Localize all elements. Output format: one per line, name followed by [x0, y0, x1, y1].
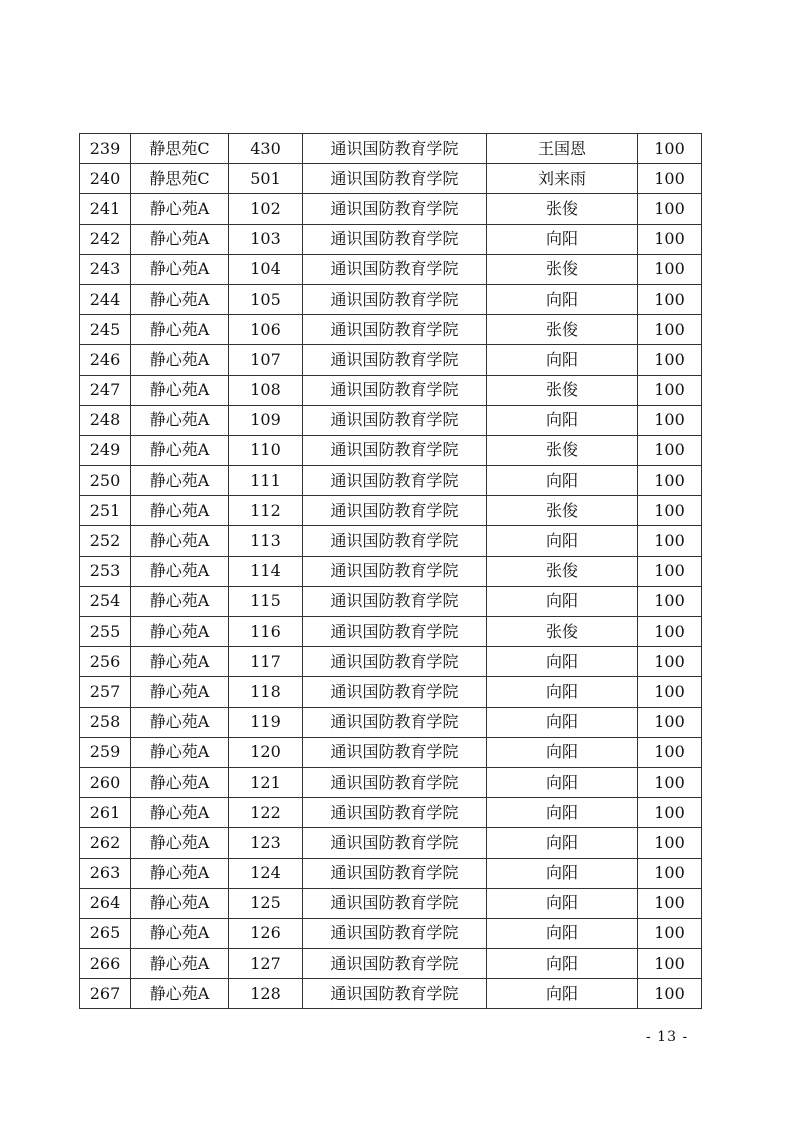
building-cell: 静心苑A: [131, 315, 229, 345]
room-number-cell: 117: [229, 647, 303, 677]
room-number-cell: 118: [229, 677, 303, 707]
table-row: [80, 466, 702, 496]
person-name-cell: 向阳: [487, 767, 638, 797]
building-cell: 静心苑A: [131, 918, 229, 948]
building-cell: 静心苑A: [131, 194, 229, 224]
person-name-cell: 王国恩: [487, 134, 638, 164]
score-cell: 100: [638, 435, 702, 465]
row-number-cell: 250: [80, 466, 131, 496]
room-number-cell: 104: [229, 254, 303, 284]
row-number-cell: 245: [80, 315, 131, 345]
person-name-cell: 向阳: [487, 405, 638, 435]
college-cell: 通识国防教育学院: [303, 767, 487, 797]
score-cell: 100: [638, 617, 702, 647]
row-number-cell: 261: [80, 798, 131, 828]
score-cell: 100: [638, 526, 702, 556]
building-cell: 静心苑A: [131, 707, 229, 737]
score-cell: 100: [638, 888, 702, 918]
building-cell: 静心苑A: [131, 526, 229, 556]
page-number: - 13 -: [646, 1029, 689, 1045]
person-name-cell: 向阳: [487, 586, 638, 616]
row-number-cell: 262: [80, 828, 131, 858]
college-cell: 通识国防教育学院: [303, 134, 487, 164]
person-name-cell: 张俊: [487, 556, 638, 586]
building-cell: 静心苑A: [131, 979, 229, 1009]
room-number-cell: 113: [229, 526, 303, 556]
college-cell: 通识国防教育学院: [303, 284, 487, 314]
table-row: [80, 526, 702, 556]
table-row: [80, 798, 702, 828]
room-number-cell: 108: [229, 375, 303, 405]
building-cell: 静心苑A: [131, 767, 229, 797]
row-number-cell: 251: [80, 496, 131, 526]
row-number-cell: 239: [80, 134, 131, 164]
score-cell: 100: [638, 586, 702, 616]
room-number-cell: 115: [229, 586, 303, 616]
table-row: [80, 647, 702, 677]
table-row: [80, 194, 702, 224]
college-cell: 通识国防教育学院: [303, 254, 487, 284]
score-cell: 100: [638, 828, 702, 858]
college-cell: 通识国防教育学院: [303, 858, 487, 888]
row-number-cell: 256: [80, 647, 131, 677]
row-number-cell: 263: [80, 858, 131, 888]
building-cell: 静心苑A: [131, 405, 229, 435]
building-cell: 静心苑A: [131, 828, 229, 858]
score-cell: 100: [638, 345, 702, 375]
person-name-cell: 张俊: [487, 617, 638, 647]
table-row: [80, 254, 702, 284]
score-cell: 100: [638, 647, 702, 677]
building-cell: 静心苑A: [131, 647, 229, 677]
row-number-cell: 249: [80, 435, 131, 465]
person-name-cell: 向阳: [487, 979, 638, 1009]
college-cell: 通识国防教育学院: [303, 617, 487, 647]
person-name-cell: 向阳: [487, 526, 638, 556]
room-number-cell: 501: [229, 164, 303, 194]
person-name-cell: 刘来雨: [487, 164, 638, 194]
person-name-cell: 向阳: [487, 466, 638, 496]
room-number-cell: 122: [229, 798, 303, 828]
person-name-cell: 向阳: [487, 284, 638, 314]
score-cell: 100: [638, 858, 702, 888]
row-number-cell: 241: [80, 194, 131, 224]
building-cell: 静心苑A: [131, 888, 229, 918]
score-cell: 100: [638, 798, 702, 828]
row-number-cell: 267: [80, 979, 131, 1009]
room-number-cell: 119: [229, 707, 303, 737]
row-number-cell: 265: [80, 918, 131, 948]
dormitory-record-table: [79, 133, 702, 1009]
room-number-cell: 128: [229, 979, 303, 1009]
score-cell: 100: [638, 707, 702, 737]
building-cell: 静心苑A: [131, 375, 229, 405]
room-number-cell: 126: [229, 918, 303, 948]
building-cell: 静思苑C: [131, 134, 229, 164]
room-number-cell: 102: [229, 194, 303, 224]
score-cell: 100: [638, 556, 702, 586]
score-cell: 100: [638, 315, 702, 345]
row-number-cell: 255: [80, 617, 131, 647]
room-number-cell: 111: [229, 466, 303, 496]
table-row: [80, 949, 702, 979]
college-cell: 通识国防教育学院: [303, 918, 487, 948]
table-row: [80, 435, 702, 465]
room-number-cell: 112: [229, 496, 303, 526]
college-cell: 通识国防教育学院: [303, 737, 487, 767]
person-name-cell: 向阳: [487, 888, 638, 918]
row-number-cell: 264: [80, 888, 131, 918]
score-cell: 100: [638, 918, 702, 948]
person-name-cell: 向阳: [487, 798, 638, 828]
person-name-cell: 张俊: [487, 254, 638, 284]
table-row: [80, 284, 702, 314]
college-cell: 通识国防教育学院: [303, 466, 487, 496]
row-number-cell: 258: [80, 707, 131, 737]
row-number-cell: 243: [80, 254, 131, 284]
building-cell: 静心苑A: [131, 556, 229, 586]
table-row: [80, 164, 702, 194]
row-number-cell: 246: [80, 345, 131, 375]
score-cell: 100: [638, 254, 702, 284]
building-cell: 静心苑A: [131, 496, 229, 526]
row-number-cell: 242: [80, 224, 131, 254]
score-cell: 100: [638, 979, 702, 1009]
college-cell: 通识国防教育学院: [303, 949, 487, 979]
person-name-cell: 向阳: [487, 949, 638, 979]
score-cell: 100: [638, 496, 702, 526]
table-row: [80, 586, 702, 616]
room-number-cell: 125: [229, 888, 303, 918]
building-cell: 静心苑A: [131, 345, 229, 375]
row-number-cell: 259: [80, 737, 131, 767]
college-cell: 通识国防教育学院: [303, 556, 487, 586]
room-number-cell: 103: [229, 224, 303, 254]
college-cell: 通识国防教育学院: [303, 828, 487, 858]
person-name-cell: 向阳: [487, 677, 638, 707]
row-number-cell: 252: [80, 526, 131, 556]
score-cell: 100: [638, 737, 702, 767]
table-row: [80, 737, 702, 767]
table-row: [80, 224, 702, 254]
person-name-cell: 张俊: [487, 194, 638, 224]
table-row: [80, 496, 702, 526]
college-cell: 通识国防教育学院: [303, 888, 487, 918]
table-row: [80, 315, 702, 345]
room-number-cell: 107: [229, 345, 303, 375]
college-cell: 通识国防教育学院: [303, 647, 487, 677]
building-cell: 静心苑A: [131, 737, 229, 767]
table-row: [80, 918, 702, 948]
college-cell: 通识国防教育学院: [303, 435, 487, 465]
college-cell: 通识国防教育学院: [303, 677, 487, 707]
building-cell: 静心苑A: [131, 858, 229, 888]
record-table-body: [80, 134, 702, 1009]
table-row: [80, 677, 702, 707]
table-row: [80, 345, 702, 375]
college-cell: 通识国防教育学院: [303, 405, 487, 435]
row-number-cell: 257: [80, 677, 131, 707]
building-cell: 静思苑C: [131, 164, 229, 194]
college-cell: 通识国防教育学院: [303, 345, 487, 375]
table-row: [80, 134, 702, 164]
row-number-cell: 244: [80, 284, 131, 314]
room-number-cell: 121: [229, 767, 303, 797]
room-number-cell: 123: [229, 828, 303, 858]
college-cell: 通识国防教育学院: [303, 526, 487, 556]
person-name-cell: 向阳: [487, 918, 638, 948]
table-row: [80, 979, 702, 1009]
table-row: [80, 375, 702, 405]
person-name-cell: 张俊: [487, 375, 638, 405]
building-cell: 静心苑A: [131, 435, 229, 465]
table-row: [80, 617, 702, 647]
person-name-cell: 向阳: [487, 707, 638, 737]
person-name-cell: 张俊: [487, 435, 638, 465]
person-name-cell: 向阳: [487, 737, 638, 767]
building-cell: 静心苑A: [131, 254, 229, 284]
score-cell: 100: [638, 224, 702, 254]
row-number-cell: 240: [80, 164, 131, 194]
row-number-cell: 253: [80, 556, 131, 586]
person-name-cell: 向阳: [487, 224, 638, 254]
score-cell: 100: [638, 677, 702, 707]
building-cell: 静心苑A: [131, 798, 229, 828]
person-name-cell: 张俊: [487, 315, 638, 345]
college-cell: 通识国防教育学院: [303, 315, 487, 345]
college-cell: 通识国防教育学院: [303, 979, 487, 1009]
table-row: [80, 828, 702, 858]
room-number-cell: 110: [229, 435, 303, 465]
score-cell: 100: [638, 375, 702, 405]
person-name-cell: 向阳: [487, 345, 638, 375]
building-cell: 静心苑A: [131, 677, 229, 707]
score-cell: 100: [638, 405, 702, 435]
person-name-cell: 向阳: [487, 828, 638, 858]
person-name-cell: 张俊: [487, 496, 638, 526]
table-row: [80, 767, 702, 797]
college-cell: 通识国防教育学院: [303, 194, 487, 224]
college-cell: 通识国防教育学院: [303, 707, 487, 737]
room-number-cell: 127: [229, 949, 303, 979]
row-number-cell: 254: [80, 586, 131, 616]
row-number-cell: 266: [80, 949, 131, 979]
building-cell: 静心苑A: [131, 224, 229, 254]
college-cell: 通识国防教育学院: [303, 164, 487, 194]
room-number-cell: 109: [229, 405, 303, 435]
table-row: [80, 556, 702, 586]
room-number-cell: 120: [229, 737, 303, 767]
table-row: [80, 707, 702, 737]
row-number-cell: 247: [80, 375, 131, 405]
building-cell: 静心苑A: [131, 949, 229, 979]
college-cell: 通识国防教育学院: [303, 496, 487, 526]
row-number-cell: 260: [80, 767, 131, 797]
building-cell: 静心苑A: [131, 284, 229, 314]
college-cell: 通识国防教育学院: [303, 375, 487, 405]
room-number-cell: 116: [229, 617, 303, 647]
table-row: [80, 888, 702, 918]
building-cell: 静心苑A: [131, 617, 229, 647]
score-cell: 100: [638, 164, 702, 194]
college-cell: 通识国防教育学院: [303, 586, 487, 616]
person-name-cell: 向阳: [487, 647, 638, 677]
score-cell: 100: [638, 194, 702, 224]
college-cell: 通识国防教育学院: [303, 798, 487, 828]
row-number-cell: 248: [80, 405, 131, 435]
score-cell: 100: [638, 949, 702, 979]
person-name-cell: 向阳: [487, 858, 638, 888]
building-cell: 静心苑A: [131, 586, 229, 616]
room-number-cell: 105: [229, 284, 303, 314]
room-number-cell: 106: [229, 315, 303, 345]
room-number-cell: 114: [229, 556, 303, 586]
room-number-cell: 124: [229, 858, 303, 888]
score-cell: 100: [638, 466, 702, 496]
table-row: [80, 405, 702, 435]
score-cell: 100: [638, 767, 702, 797]
score-cell: 100: [638, 134, 702, 164]
college-cell: 通识国防教育学院: [303, 224, 487, 254]
building-cell: 静心苑A: [131, 466, 229, 496]
score-cell: 100: [638, 284, 702, 314]
room-number-cell: 430: [229, 134, 303, 164]
table-row: [80, 858, 702, 888]
